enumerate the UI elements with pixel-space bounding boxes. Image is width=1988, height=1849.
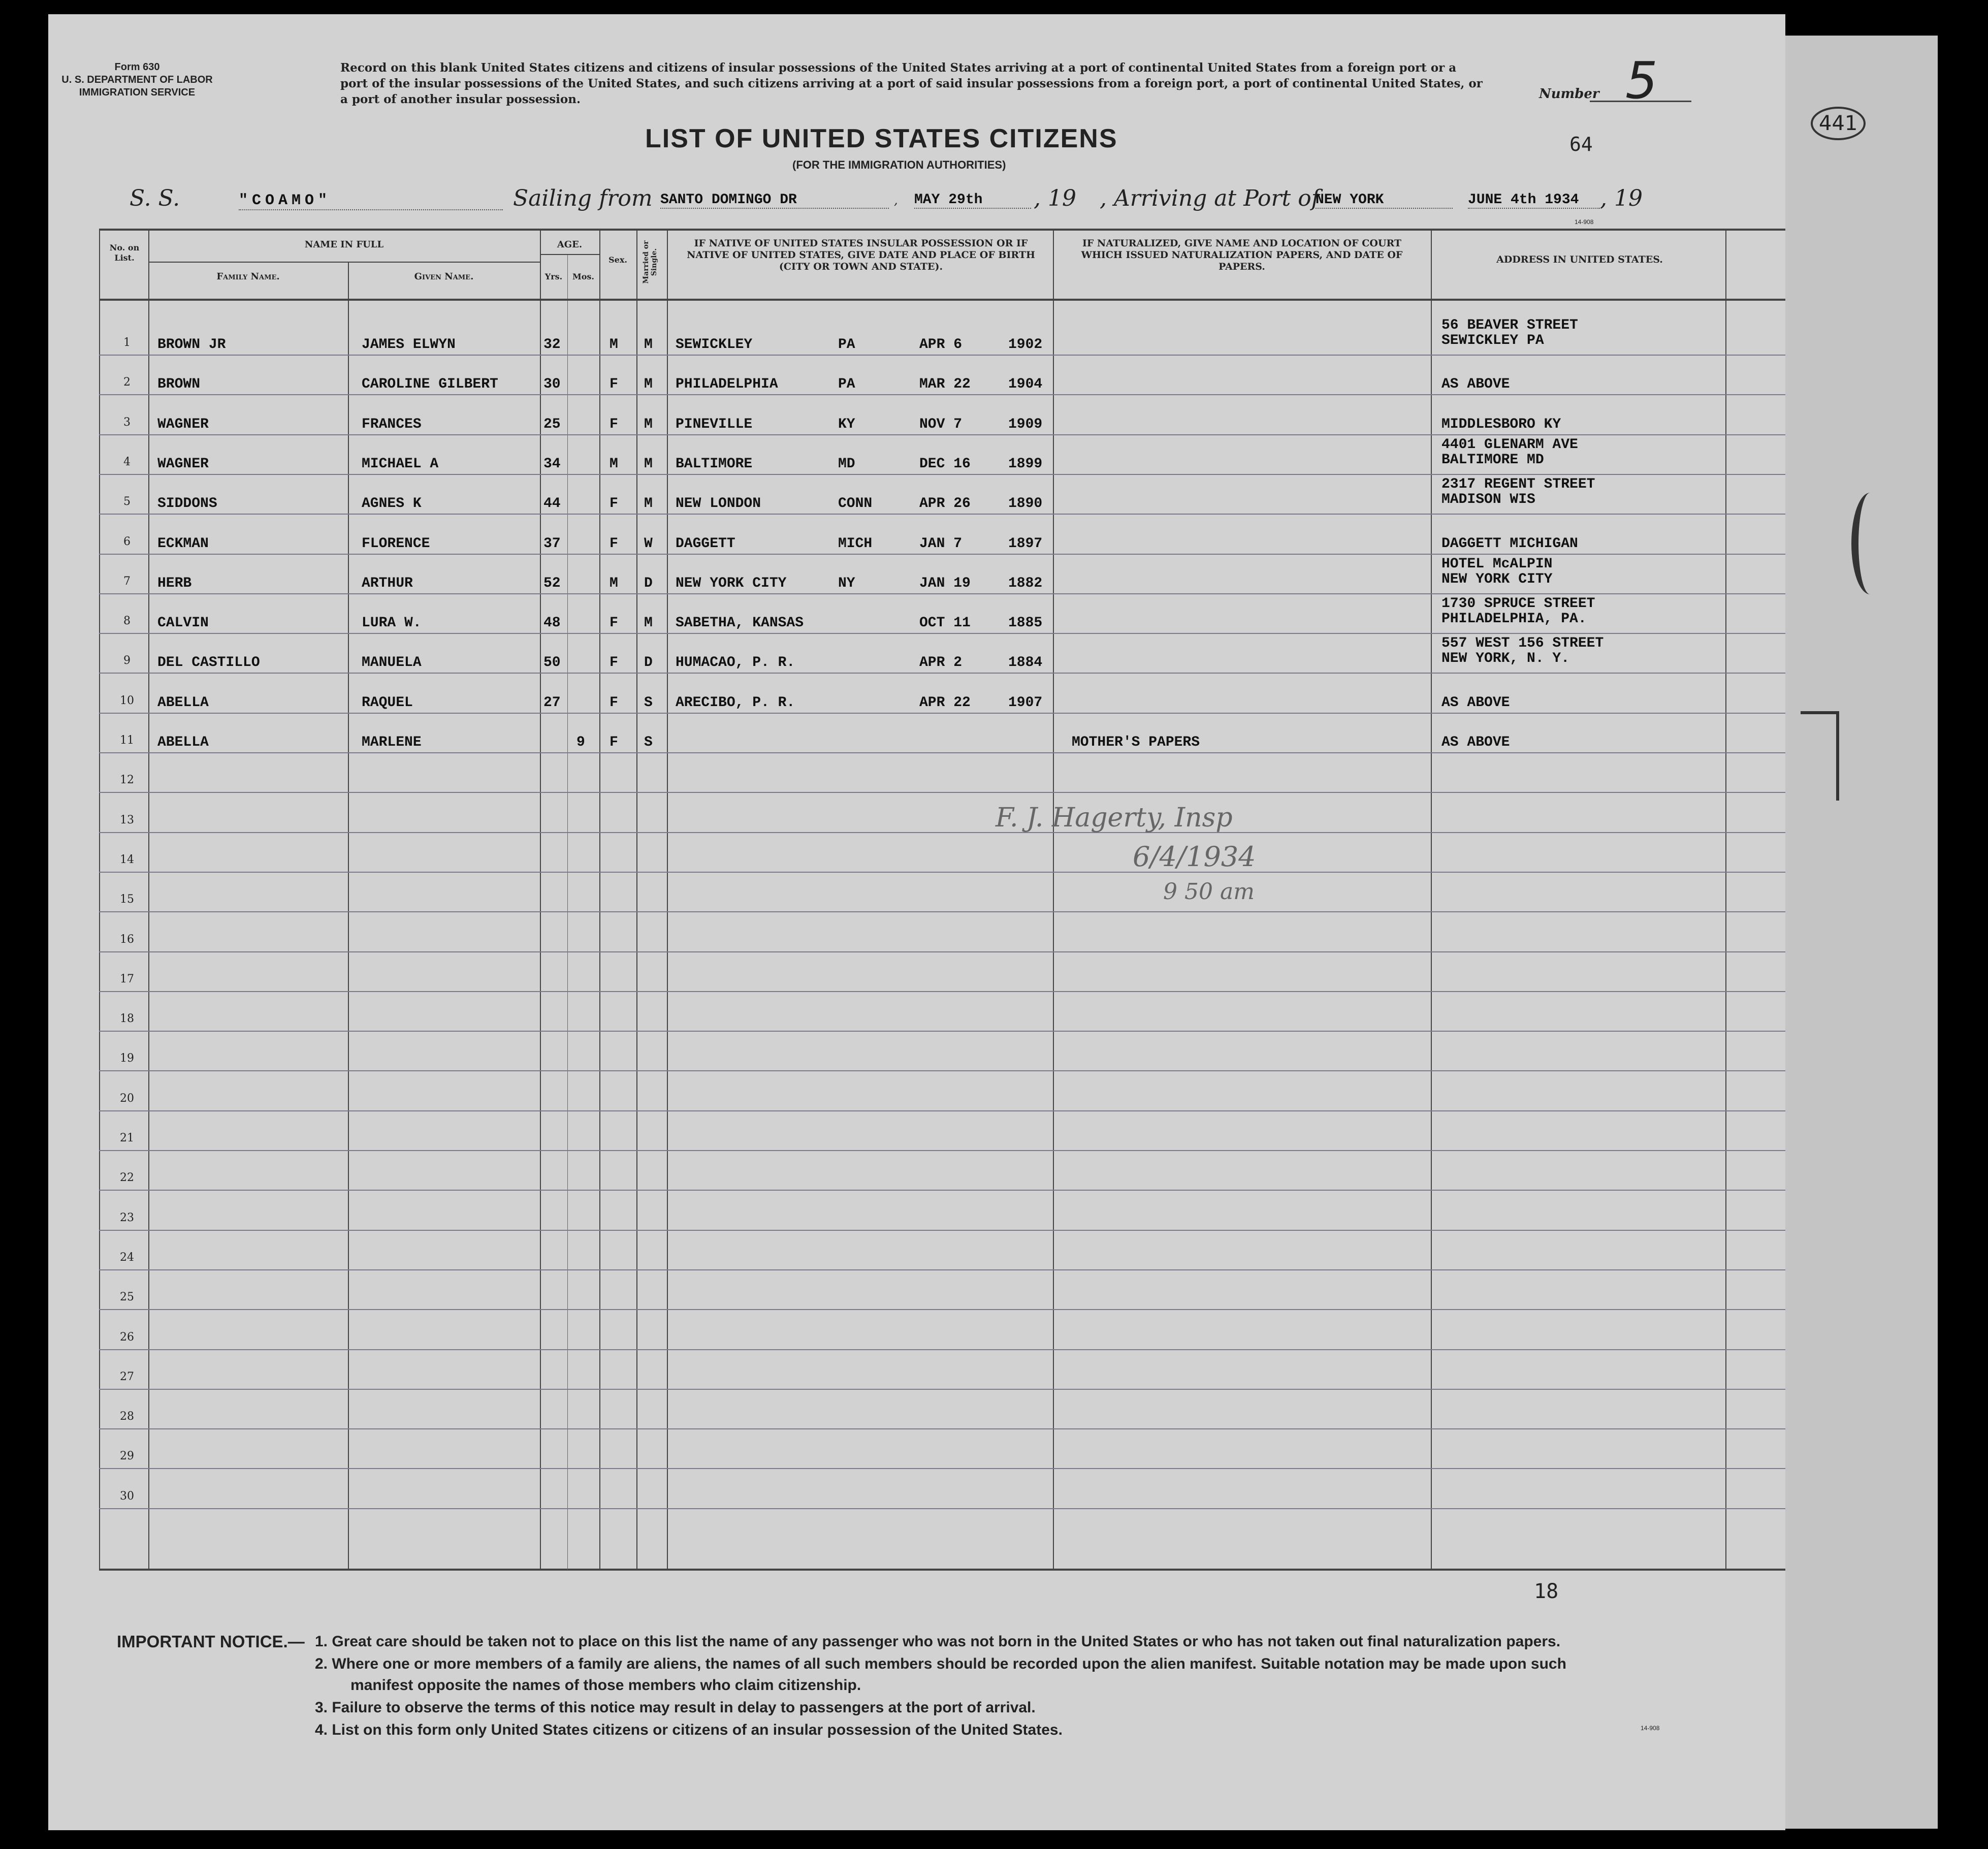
birth-date-cell: APR 22 [919, 694, 971, 711]
birth-city-cell: HUMACAO, P. R. [676, 655, 795, 671]
row-number: 13 [120, 813, 134, 826]
address-line-1-cell: 557 WEST 156 STREET [1441, 635, 1604, 652]
col-border [99, 229, 100, 1570]
birth-state-cell: KY [838, 416, 855, 432]
row-number: 18 [120, 1012, 134, 1026]
given-name-cell: AGNES K [362, 496, 422, 512]
adjacent-page-bracket-mark [1801, 711, 1839, 801]
notice-item-3: 3. Failure to observe the terms of this notice may result in delay to passengers at the port of arrival. [315, 1699, 1036, 1716]
row-rule [99, 1309, 1785, 1310]
row-rule [99, 633, 1785, 634]
family-name-cell: ECKMAN [157, 535, 209, 552]
birth-state-cell: MD [838, 456, 855, 472]
arrival-port: NEW YORK [1316, 192, 1453, 209]
page-title: LIST OF UNITED STATES CITIZENS [645, 124, 1118, 153]
marital-status-cell: M [644, 376, 653, 393]
birth-state-cell: CONN [838, 496, 873, 512]
inspector-signature: F. J. Hagerty, Insp [996, 803, 1233, 833]
comma: , [894, 193, 898, 207]
ship-name: "COAMO" [239, 192, 503, 210]
row-rule [99, 474, 1785, 475]
row-rule [99, 593, 1785, 594]
address-line-1-cell: HOTEL McALPIN [1441, 556, 1553, 572]
row-number: 24 [120, 1251, 134, 1264]
marital-status-cell: M [644, 337, 653, 353]
table-bottom-border [99, 1569, 1785, 1571]
sex-cell: M [610, 456, 618, 472]
ss-label: S. S. [130, 185, 180, 211]
given-name-cell: RAQUEL [362, 694, 413, 711]
form-code-top: 14-908 [1575, 218, 1594, 226]
birth-date-cell: MAR 22 [919, 376, 971, 393]
sex-cell: F [610, 655, 618, 671]
birth-state-cell: PA [838, 337, 855, 353]
row-rule [99, 911, 1785, 912]
address-line-2-cell: NEW YORK, N. Y. [1441, 651, 1570, 667]
family-name-cell: SIDDONS [157, 496, 217, 512]
table-top-border [99, 229, 1785, 231]
row-rule [99, 872, 1785, 873]
row-rule [99, 1230, 1785, 1231]
row-rule [99, 1031, 1785, 1032]
year-prefix-2: , 19 [1600, 185, 1643, 211]
marital-status-cell: D [644, 575, 653, 591]
row-rule [99, 752, 1785, 753]
row-number: 6 [123, 535, 131, 548]
row-rule [99, 1150, 1785, 1151]
footer-page-number: 18 [1534, 1580, 1559, 1603]
age-subheader-line [540, 254, 599, 255]
birth-state-cell: PA [838, 376, 855, 393]
row-rule [99, 673, 1785, 674]
given-name-cell: JAMES ELWYN [362, 337, 456, 353]
age-years-cell: 27 [543, 694, 561, 711]
age-months-cell: 9 [576, 735, 585, 750]
marital-status-cell: M [644, 615, 653, 631]
age-years-cell: 44 [543, 496, 561, 512]
notice-item-2-continued: manifest opposite the names of those members who claim citizenship. [350, 1677, 861, 1694]
birth-date-cell: APR 2 [919, 655, 963, 671]
col-header-mos: Mos. [572, 272, 594, 281]
row-number: 17 [120, 972, 134, 985]
row-rule [99, 1468, 1785, 1469]
birth-state-cell: MICH [838, 535, 873, 552]
address-line-2-cell: SEWICKLEY PA [1441, 333, 1544, 348]
sex-cell: F [610, 496, 618, 512]
birth-date-cell: APR 26 [919, 496, 971, 512]
given-name-cell: MARLENE [362, 735, 422, 750]
row-rule [99, 394, 1785, 395]
row-number: 20 [120, 1092, 134, 1105]
birth-city-cell: NEW YORK CITY [676, 575, 787, 591]
row-rule [99, 1508, 1785, 1509]
address-line-2-cell: MADISON WIS [1441, 492, 1535, 508]
address-line-1-cell: MIDDLESBORO KY [1441, 416, 1561, 432]
sailing-from-port: SANTO DOMINGO DR [660, 192, 889, 209]
col-border [667, 229, 668, 1570]
birth-year-cell: 1882 [1008, 575, 1043, 591]
birth-city-cell: SABETHA, KANSAS [676, 615, 804, 631]
family-name-cell: HERB [157, 575, 192, 591]
marital-status-cell: M [644, 416, 653, 432]
row-number: 19 [120, 1052, 134, 1065]
col-border [636, 229, 637, 1570]
birth-date-cell: OCT 11 [919, 615, 971, 631]
sex-cell: F [610, 694, 618, 711]
notice-item-2: 2. Where one or more members of a family are aliens, the names of all such members should be recorded upon the alien manifest. Suitable notation may be made upon such [315, 1655, 1566, 1672]
given-name-cell: LURA W. [362, 615, 422, 631]
row-rule [99, 951, 1785, 952]
row-number: 26 [120, 1330, 134, 1344]
manifest-sheet [48, 14, 1785, 1830]
birth-year-cell: 1890 [1008, 496, 1043, 512]
birth-year-cell: 1885 [1008, 615, 1043, 631]
header-bottom-border [99, 299, 1785, 301]
family-name-cell: CALVIN [157, 615, 209, 631]
row-number: 23 [120, 1211, 134, 1224]
row-rule [99, 355, 1785, 356]
given-name-cell: MANUELA [362, 655, 422, 671]
family-name-cell: ABELLA [157, 735, 209, 750]
birth-date-cell: DEC 16 [919, 456, 971, 472]
col-header-no-on-list: No. on List. [109, 243, 140, 263]
row-number: 4 [123, 455, 131, 468]
row-number: 9 [123, 654, 131, 667]
page-number: 64 [1569, 133, 1593, 155]
col-header-family-name: Family Name. [216, 271, 280, 282]
row-number: 16 [120, 933, 134, 946]
birth-city-cell: DAGGETT [676, 535, 735, 552]
birth-year-cell: 1899 [1008, 456, 1043, 472]
birth-city-cell: ARECIBO, P. R. [676, 694, 795, 711]
row-number: 28 [120, 1410, 134, 1423]
row-rule [99, 554, 1785, 555]
notice-item-1: 1. Great care should be taken not to place on this list the name of any passenger who was not born in the United States or who has not taken out final naturalization papers. [315, 1633, 1561, 1650]
marital-status-cell: S [644, 694, 653, 711]
circled-page-number: 441 [1811, 107, 1866, 140]
address-line-2-cell: BALTIMORE MD [1441, 452, 1544, 468]
sex-cell: F [610, 535, 618, 552]
row-rule [99, 1190, 1785, 1191]
row-number: 15 [120, 893, 134, 906]
form-code-bottom: 14-908 [1641, 1725, 1660, 1732]
form-number: Form 630 [114, 61, 160, 73]
address-line-1-cell: 2317 REGENT STREET [1441, 476, 1595, 493]
birth-year-cell: 1902 [1008, 337, 1043, 353]
arrival-date: JUNE 4th 1934 [1468, 192, 1600, 209]
record-instructions: Record on this blank United States citizens and citizens of insular possessions of the United States arriving at a port of continental United States from a foreign port or a port of the insular possessions of the United States, and such citizens arriving at a port of said insular possessions from a foreign port, a port of continental United States, or a port of another insular possession. [340, 61, 1483, 106]
row-number: 3 [123, 416, 131, 429]
col-header-birthplace: IF NATIVE OF UNITED STATES INSULAR POSSESSION OR IF NATIVE OF UNITED STATES, GIVE DATE AND PLACE OF BIRTH (CITY OR TOWN AND STATE). [687, 238, 1035, 272]
row-number: 22 [120, 1171, 134, 1185]
birth-city-cell: BALTIMORE [676, 456, 753, 472]
family-name-cell: BROWN JR [157, 337, 226, 353]
col-border [348, 262, 349, 1570]
address-line-1-cell: 1730 SPRUCE STREET [1441, 596, 1595, 612]
row-number: 11 [120, 734, 134, 747]
birth-year-cell: 1897 [1008, 535, 1043, 552]
age-years-cell: 34 [543, 456, 561, 472]
birth-city-cell: SEWICKLEY [676, 337, 753, 353]
sailing-date: MAY 29th [914, 192, 1031, 209]
col-header-name-in-full: NAME IN FULL [304, 239, 384, 250]
col-header-age: AGE. [557, 239, 583, 250]
row-rule [99, 1070, 1785, 1071]
given-name-cell: ARTHUR [362, 575, 413, 591]
row-number: 8 [123, 615, 131, 628]
col-border [1725, 229, 1726, 1570]
adjacent-page-edge [1785, 36, 1938, 1829]
sex-cell: F [610, 416, 618, 432]
col-header-married-single: Married or Single. [642, 240, 658, 284]
age-years-cell: 37 [543, 535, 561, 552]
address-line-2-cell: NEW YORK CITY [1441, 571, 1553, 587]
notice-label: IMPORTANT NOTICE.— [117, 1632, 305, 1651]
given-name-cell: FRANCES [362, 416, 422, 432]
name-subheader-line [148, 262, 540, 263]
row-rule [99, 792, 1785, 793]
col-header-yrs: Yrs. [544, 272, 563, 281]
birth-year-cell: 1907 [1008, 694, 1043, 711]
age-years-cell: 52 [543, 575, 561, 591]
inspection-time: 9 50 am [1163, 879, 1255, 905]
age-years-cell: 48 [543, 615, 561, 631]
row-number: 5 [123, 495, 131, 508]
col-header-sex: Sex. [608, 255, 627, 265]
row-rule [99, 1269, 1785, 1270]
birth-year-cell: 1909 [1008, 416, 1043, 432]
row-number: 25 [120, 1291, 134, 1304]
row-rule [99, 1349, 1785, 1350]
col-header-naturalized: IF NATURALIZED, GIVE NAME AND LOCATION OF COURT WHICH ISSUED NATURALIZATION PAPERS, AND DATE OF PAPERS. [1081, 238, 1403, 272]
birth-date-cell: NOV 7 [919, 416, 963, 432]
row-rule [99, 1389, 1785, 1390]
address-line-2-cell: PHILADELPHIA, PA. [1441, 611, 1587, 627]
birth-state-cell: NY [838, 575, 855, 591]
family-name-cell: ABELLA [157, 694, 209, 711]
marital-status-cell: W [644, 535, 653, 552]
address-line-1-cell: AS ABOVE [1441, 735, 1510, 750]
form-identification [48, 61, 226, 99]
sex-cell: F [610, 615, 618, 631]
age-years-cell: 30 [543, 376, 561, 393]
birth-city-cell: PHILADELPHIA [676, 376, 778, 393]
given-name-cell: MICHAEL A [362, 456, 439, 472]
row-rule [99, 1428, 1785, 1429]
adjacent-page-ink-mark [1851, 493, 1889, 594]
row-rule [99, 514, 1785, 515]
address-line-1-cell: AS ABOVE [1441, 376, 1510, 393]
family-name-cell: DEL CASTILLO [157, 655, 260, 671]
row-number: 30 [120, 1489, 134, 1503]
age-years-cell: 32 [543, 337, 561, 353]
row-number: 2 [123, 376, 131, 389]
inspection-date: 6/4/1934 [1133, 841, 1256, 873]
sailing-from-label: Sailing from [513, 185, 653, 211]
col-border [1431, 229, 1432, 1570]
row-rule [99, 713, 1785, 714]
address-line-1-cell: 4401 GLENARM AVE [1441, 436, 1578, 453]
row-rule [99, 434, 1785, 435]
sex-cell: F [610, 735, 618, 750]
notice-item-4: 4. List on this form only United States citizens or citizens of an insular possession of the United States. [315, 1722, 1063, 1738]
row-number: 27 [120, 1370, 134, 1383]
marital-status-cell: M [644, 456, 653, 472]
birth-city-cell: PINEVILLE [676, 416, 753, 432]
address-line-1-cell: AS ABOVE [1441, 694, 1510, 711]
birth-city-cell: NEW LONDON [676, 496, 761, 512]
given-name-cell: FLORENCE [362, 535, 430, 552]
sex-cell: M [610, 337, 618, 353]
row-number: 7 [123, 575, 131, 588]
marital-status-cell: D [644, 655, 653, 671]
manifest-number: 5 [1625, 51, 1658, 110]
birth-date-cell: JAN 19 [919, 575, 971, 591]
col-header-given-name: Given Name. [414, 271, 474, 282]
row-number: 14 [120, 853, 134, 866]
number-label: Number [1539, 86, 1599, 102]
family-name-cell: WAGNER [157, 456, 209, 472]
birth-date-cell: APR 6 [919, 337, 963, 353]
age-years-cell: 50 [543, 655, 561, 671]
age-years-cell: 25 [543, 416, 561, 432]
family-name-cell: BROWN [157, 376, 201, 393]
page-subtitle: (FOR THE IMMIGRATION AUTHORITIES) [792, 158, 1006, 171]
address-line-1-cell: 56 BEAVER STREET [1441, 317, 1578, 333]
sex-cell: M [610, 575, 618, 591]
col-header-address: ADDRESS IN UNITED STATES. [1496, 254, 1663, 265]
col-border [540, 229, 541, 1570]
arriving-label: , Arriving at Port of [1100, 185, 1320, 211]
row-rule [99, 1110, 1785, 1111]
marital-status-cell: M [644, 496, 653, 512]
row-number: 12 [120, 774, 134, 787]
department-name: U. S. DEPARTMENT OF LABOR [61, 74, 213, 85]
naturalization-cell: MOTHER'S PAPERS [1072, 735, 1200, 750]
row-number: 21 [120, 1132, 134, 1144]
row-rule [99, 832, 1785, 833]
row-rule [99, 991, 1785, 992]
service-name: IMMIGRATION SERVICE [79, 87, 196, 98]
col-border [599, 229, 600, 1570]
row-number: 29 [120, 1450, 134, 1463]
birth-date-cell: JAN 7 [919, 535, 963, 552]
row-number: 1 [123, 336, 131, 349]
given-name-cell: CAROLINE GILBERT [362, 376, 498, 393]
col-border [1053, 229, 1054, 1570]
family-name-cell: WAGNER [157, 416, 209, 432]
row-number: 10 [120, 694, 134, 707]
marital-status-cell: S [644, 735, 653, 750]
birth-year-cell: 1884 [1008, 655, 1043, 671]
sex-cell: F [610, 376, 618, 393]
birth-year-cell: 1904 [1008, 376, 1043, 393]
address-line-1-cell: DAGGETT MICHIGAN [1441, 535, 1578, 552]
year-prefix-1: , 19 [1034, 185, 1076, 211]
